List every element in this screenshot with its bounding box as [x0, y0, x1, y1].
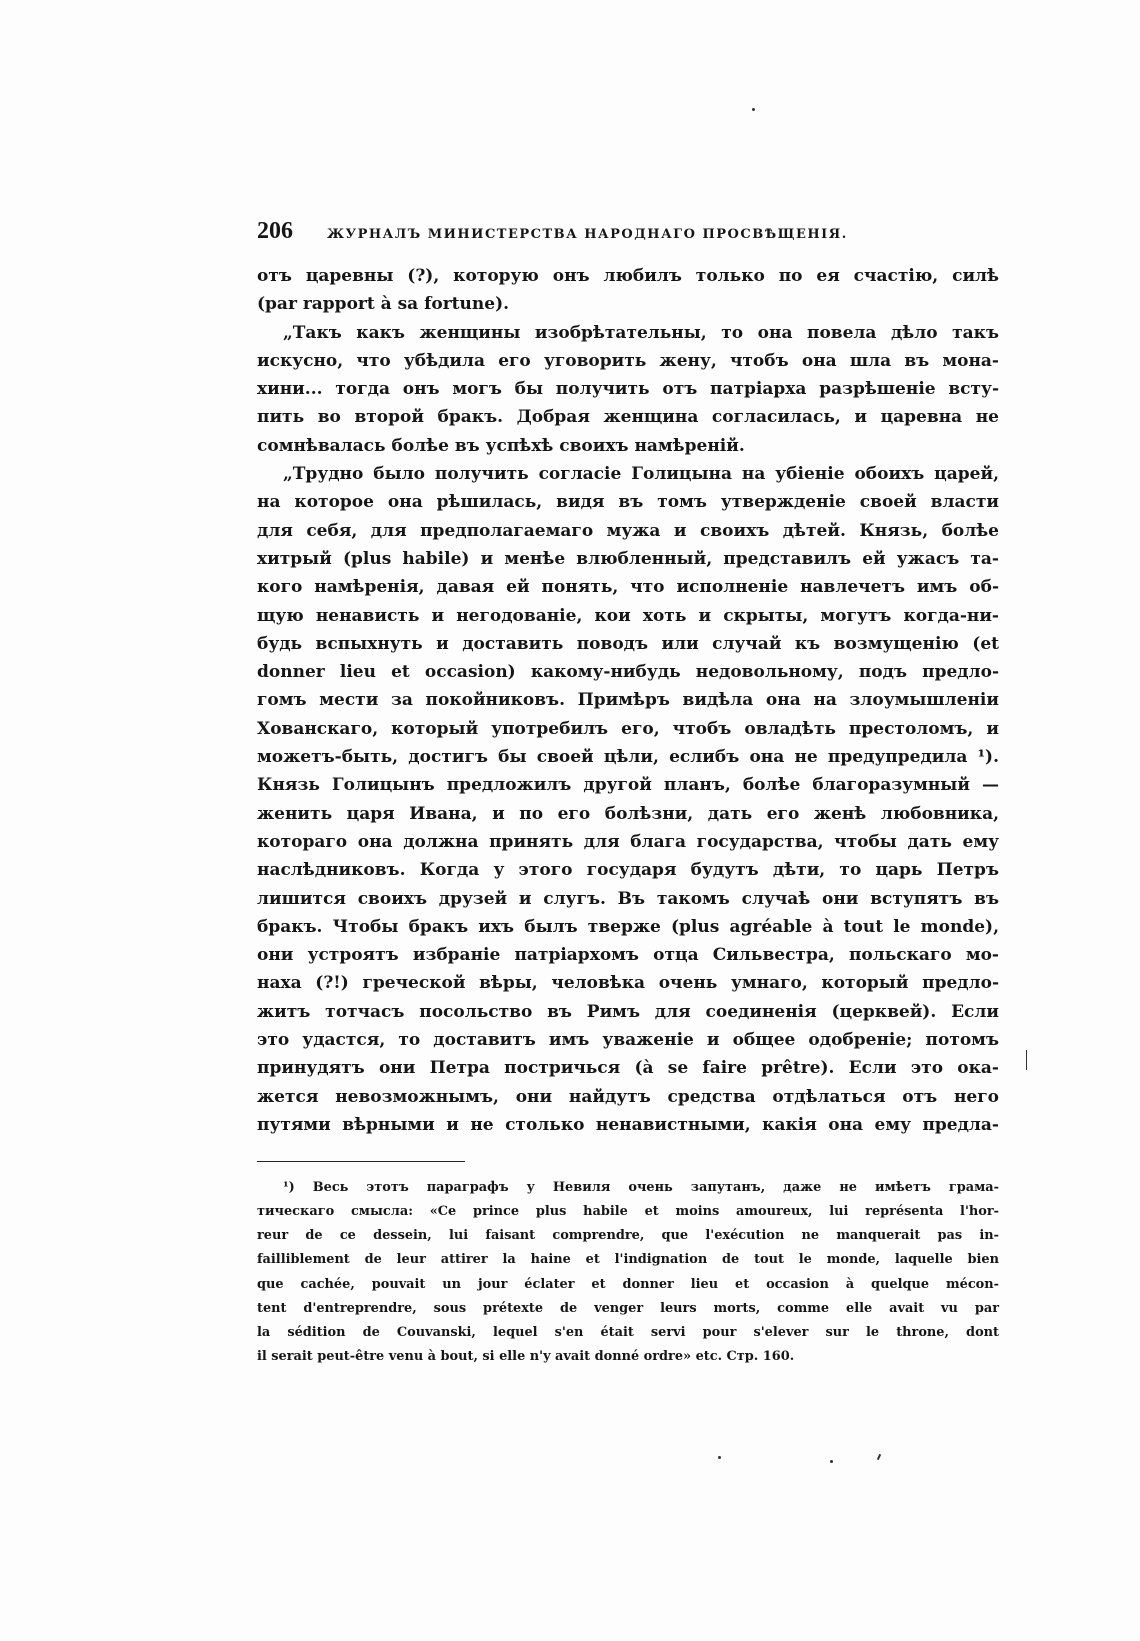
body-line: на которое она рѣшилась, видя въ томъ утвержденіе своей власти: [257, 492, 999, 513]
body-line: наслѣдниковъ. Когда у этого государя будутъ дѣти, то царь Петръ: [257, 860, 999, 881]
journal-title: ЖУРНАЛЪ МИНИСТЕРСТВА НАРОДНАГО ПРОСВѢЩЕНІЯ.: [327, 227, 848, 242]
footnote-line: il serait peut-être venu à bout, si elle n'y avait donné ordre» etc. Стр. 160.: [257, 1348, 795, 1364]
footnote-line: reur de ce dessein, lui faisant comprendre, que l'exécution ne manquerait pas in-: [257, 1228, 999, 1244]
body-line: они устроятъ избраніе патріархомъ отца Сильвестра, польскаго мо-: [257, 945, 999, 966]
body-line: отъ царевны (?), которую онъ любилъ только по ея счастію, силѣ: [257, 266, 999, 286]
body-line: лишится своихъ друзей и слугъ. Въ такомъ случаѣ они вступятъ въ: [257, 888, 999, 909]
body-line: Хованскаго, который употребилъ его, чтобъ овладѣть престоломъ, и: [257, 718, 999, 739]
body-line: бракъ. Чтобы бракъ ихъ былъ тверже (plus agréable à tout le monde),: [257, 916, 999, 937]
body-line: для себя, для предполагаемаго мужа и своихъ дѣтей. Князь, болѣе: [257, 520, 999, 541]
body-line: Князь Голицынъ предложилъ другой планъ, болѣе благоразумный —: [257, 775, 999, 796]
body-line: кого намѣренія, давая ей понять, что исполненіе навлечетъ имъ об-: [257, 577, 999, 598]
body-line: жется невозможнымъ, они найдутъ средства отдѣлаться отъ него: [257, 1086, 999, 1107]
body-line: (par rapport à sa fortune).: [257, 294, 510, 315]
body-line: пить во второй бракъ. Добрая женщина согласилась, и царевна не: [257, 407, 999, 428]
body-line: можетъ-быть, достигъ бы своей цѣли, еслибъ она не предупредила ¹).: [257, 747, 999, 768]
page-number: 206: [257, 218, 293, 244]
page-content: [257, 218, 999, 1369]
body-line: donner lieu et occasion) какому-нибудь недовольному, подъ предло-: [257, 662, 999, 683]
body-line: котораго она должна принять для блага государства, чтобы дать ему: [257, 831, 999, 852]
body-line: это удастся, то доставитъ имъ уваженіе и общее одобреніе; потомъ: [257, 1030, 999, 1051]
body-line: „Такъ какъ женщины изобрѣтательны, то она повела дѣло такъ: [283, 322, 999, 343]
body-line: будь вспыхнуть и доставить поводъ или случай къ возмущенію (et: [257, 633, 999, 654]
footnote-divider: [257, 1161, 465, 1162]
scan-speck: [1026, 1050, 1027, 1070]
body-line: щую ненависть и негодованіе, кои хоть и скрыты, могутъ когда-ни-: [257, 605, 999, 626]
running-head: [257, 218, 999, 254]
footnote-line: тическаго смысла: «Ce prince plus habile et moins amoureux, lui représenta l'hor-: [257, 1204, 999, 1220]
body-line: житъ тотчасъ посольство въ Римъ для соединенія (церквей). Если: [257, 1001, 999, 1022]
footnote-line: que cachée, pouvait un jour éclater et donner lieu et occasion à quelque mécon-: [257, 1276, 999, 1292]
body-line: принудятъ они Петра постричься (à se faire prêtre). Если это ока-: [257, 1058, 999, 1079]
scan-speck: [830, 1460, 833, 1463]
body-line: гомъ мести за покойниковъ. Примѣръ видѣла она на злоумышленіи: [257, 690, 999, 711]
body-text: [257, 262, 999, 1139]
body-line: „Трудно было получить согласіе Голицына на убіеніе обоихъ царей,: [283, 464, 999, 485]
footnote-line: ¹) Весь этотъ параграфъ у Невиля очень запутанъ, даже не имѣетъ грама-: [283, 1180, 999, 1196]
body-line: женить царя Ивана, и по его болѣзни, дать его женѣ любовника,: [257, 803, 999, 824]
scan-speck: [718, 1456, 721, 1459]
body-line: искусно, что убѣдила его уговорить жену, чтобъ она шла въ мона-: [257, 350, 999, 371]
body-line: сомнѣвалась болѣе въ успѣхѣ своихъ намѣреній.: [257, 435, 745, 456]
body-line: хитрый (plus habile) и менѣе влюбленный, представилъ ей ужасъ та-: [257, 548, 999, 569]
footnote-line: tent d'entreprendre, sous prétexte de venger leurs morts, comme elle avait vu par: [257, 1300, 999, 1316]
footnote-line: la sédition de Couvanski, lequel s'en était servi pour s'elever sur le throne, dont: [257, 1324, 999, 1340]
footnote: [257, 1176, 999, 1369]
scan-speck: [752, 108, 755, 111]
footnote-line: failliblement de leur attirer la haine et l'indignation de tout le monde, laquelle bien: [257, 1252, 999, 1268]
scan-speck: [877, 1454, 881, 1460]
body-line: наха (?!) греческой вѣры, человѣка очень умнаго, который предло-: [257, 973, 999, 994]
body-line: хини... тогда онъ могъ бы получить отъ патріарха разрѣшеніе всту-: [257, 379, 999, 400]
body-line: путями вѣрными и не столько ненавистными, какія она ему предла-: [257, 1114, 999, 1135]
